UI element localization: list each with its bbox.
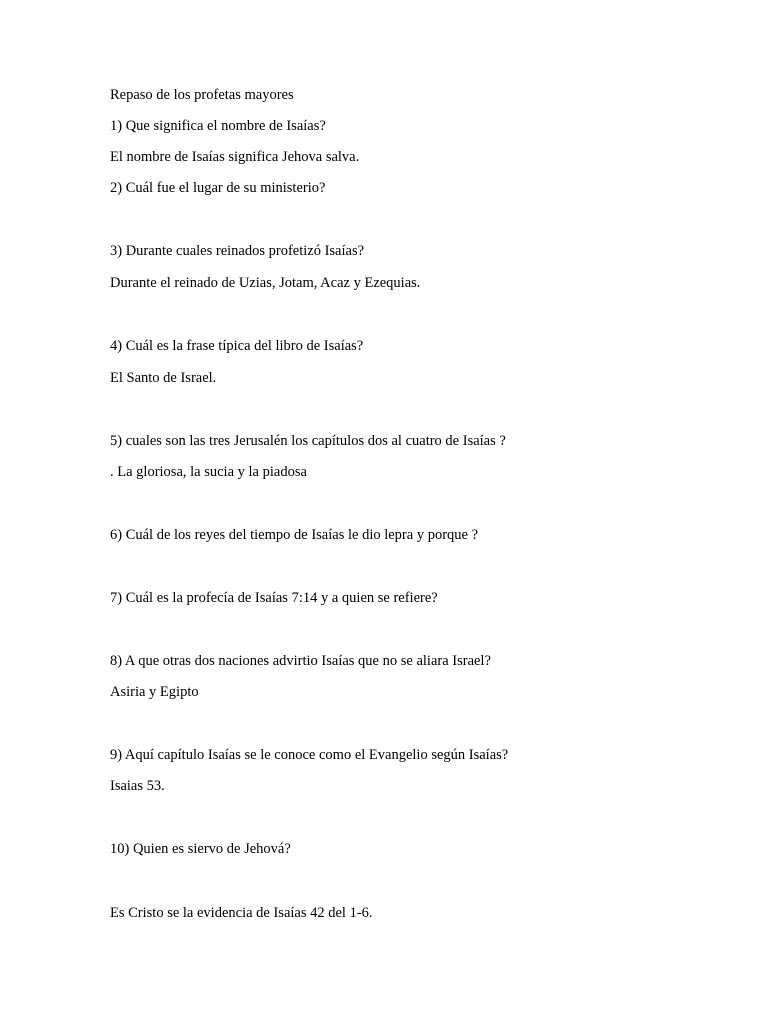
question-9: 9) Aquí capítulo Isaías se le conoce como el Evangelio según Isaías? — [110, 747, 509, 763]
answer-10: Es Cristo se la evidencia de Isaías 42 del 1-6. — [110, 905, 373, 921]
answer-4: El Santo de Israel. — [110, 370, 217, 386]
question-4: 4) Cuál es la frase típica del libro de Isaías? — [110, 338, 364, 354]
question-6: 6) Cuál de los reyes del tiempo de Isaías le dio lepra y porque ? — [110, 527, 479, 543]
answer-8: Asiria y Egipto — [110, 684, 199, 700]
document-title: Repaso de los profetas mayores — [110, 87, 294, 103]
question-10: 10) Quien es siervo de Jehová? — [110, 841, 291, 857]
question-8: 8) A que otras dos naciones advirtio Isaías que no se aliara Israel? — [110, 653, 491, 669]
question-1: 1) Que significa el nombre de Isaías? — [110, 118, 326, 134]
question-5: 5) cuales son las tres Jerusalén los capítulos dos al cuatro de Isaías ? — [110, 433, 506, 449]
question-7: 7) Cuál es la profecía de Isaías 7:14 y a quien se refiere? — [110, 590, 438, 606]
answer-3: Durante el reinado de Uzias, Jotam, Acaz y Ezequias. — [110, 275, 421, 291]
answer-5: . La gloriosa, la sucia y la piadosa — [110, 464, 307, 480]
answer-9: Isaias 53. — [110, 778, 165, 794]
question-2: 2) Cuál fue el lugar de su ministerio? — [110, 180, 326, 196]
answer-1: El nombre de Isaías significa Jehova salva. — [110, 149, 360, 165]
question-3: 3) Durante cuales reinados profetizó Isaías? — [110, 243, 365, 259]
